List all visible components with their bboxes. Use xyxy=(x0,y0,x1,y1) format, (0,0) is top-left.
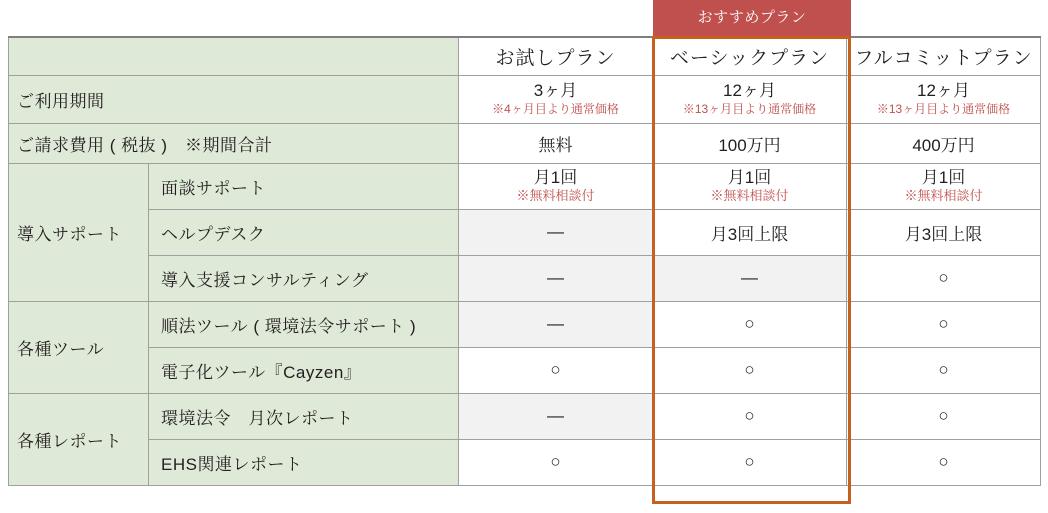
cell-monthly-report-fullcommit: ○ xyxy=(847,393,1041,439)
cell-consulting-basic: — xyxy=(653,255,847,301)
cell-note-text: ※無料相談付 xyxy=(516,187,595,203)
cell-note-text: ※13ヶ月目より通常価格 xyxy=(876,101,1011,116)
cell-note-text: ※無料相談付 xyxy=(710,187,789,203)
cell-period-fullcommit xyxy=(847,75,1041,123)
cell-period-basic xyxy=(653,75,847,123)
row-label-monthly-report: 環境法令 月次レポート xyxy=(149,393,459,439)
cell-main-text: 月1回 xyxy=(921,168,966,188)
cell-main-text: 月1回 xyxy=(727,168,772,188)
cell-consulting-fullcommit: ○ xyxy=(847,255,1041,301)
cell-ehs-report-trial: ○ xyxy=(459,439,653,485)
row-label-price: ご請求費用 ( 税抜 ) ※期間合計 xyxy=(9,123,459,163)
group-label-reports: 各種レポート xyxy=(9,393,149,485)
cell-interview-basic xyxy=(653,163,847,209)
header-blank-cell xyxy=(9,37,459,75)
cell-helpdesk-fullcommit: 月3回上限 xyxy=(847,209,1041,255)
cell-cayzen-trial: ○ xyxy=(459,347,653,393)
cell-ehs-report-fullcommit: ○ xyxy=(847,439,1041,485)
cell-cayzen-fullcommit: ○ xyxy=(847,347,1041,393)
cell-price-fullcommit: 400万円 xyxy=(847,123,1041,163)
row-label-help-desk: ヘルプデスク xyxy=(149,209,459,255)
cell-monthly-report-basic: ○ xyxy=(653,393,847,439)
cell-helpdesk-basic: 月3回上限 xyxy=(653,209,847,255)
table-row xyxy=(9,255,1041,301)
cell-helpdesk-trial: — xyxy=(459,209,653,255)
cell-monthly-report-trial: — xyxy=(459,393,653,439)
cell-compliance-trial: — xyxy=(459,301,653,347)
cell-main-text: 月1回 xyxy=(533,168,578,188)
recommended-plan-ribbon xyxy=(653,0,851,36)
row-label-ehs-report: EHS関連レポート xyxy=(149,439,459,485)
plan-header-basic: ベーシックプラン xyxy=(653,37,847,75)
plan-header-fullcommit: フルコミットプラン xyxy=(847,37,1041,75)
row-label-period: ご利用期間 xyxy=(9,75,459,123)
table-row xyxy=(9,209,1041,255)
cell-main-text: 3ヶ月 xyxy=(533,81,578,101)
recommended-plan-label: おすすめプラン xyxy=(697,9,807,26)
group-label-tools: 各種ツール xyxy=(9,301,149,393)
cell-interview-fullcommit xyxy=(847,163,1041,209)
plan-header-trial: お試しプラン xyxy=(459,37,653,75)
table-row xyxy=(9,301,1041,347)
cell-consulting-trial: — xyxy=(459,255,653,301)
table-row xyxy=(9,393,1041,439)
cell-main-text: 12ヶ月 xyxy=(917,81,970,101)
cell-note-text: ※4ヶ月目より通常価格 xyxy=(492,101,619,116)
row-label-interview-support: 面談サポート xyxy=(149,163,459,209)
table-header-row xyxy=(9,37,1041,75)
table-row xyxy=(9,123,1041,163)
cell-price-trial: 無料 xyxy=(459,123,653,163)
cell-price-basic: 100万円 xyxy=(653,123,847,163)
cell-main-text: 12ヶ月 xyxy=(723,81,776,101)
table-row xyxy=(9,439,1041,485)
cell-ehs-report-basic: ○ xyxy=(653,439,847,485)
cell-period-trial xyxy=(459,75,653,123)
group-label-support: 導入サポート xyxy=(9,163,149,301)
cell-note-text: ※13ヶ月目より通常価格 xyxy=(682,101,817,116)
table-row xyxy=(9,347,1041,393)
cell-compliance-fullcommit: ○ xyxy=(847,301,1041,347)
row-label-intro-consulting: 導入支援コンサルティング xyxy=(149,255,459,301)
cell-compliance-basic: ○ xyxy=(653,301,847,347)
row-label-compliance-tool: 順法ツール ( 環境法令サポート ) xyxy=(149,301,459,347)
table-row xyxy=(9,75,1041,123)
cell-interview-trial xyxy=(459,163,653,209)
cell-cayzen-basic: ○ xyxy=(653,347,847,393)
cell-note-text: ※無料相談付 xyxy=(904,187,983,203)
table-row xyxy=(9,163,1041,209)
row-label-digitization-tool: 電子化ツール『Cayzen』 xyxy=(149,347,459,393)
plan-table xyxy=(8,36,1041,486)
